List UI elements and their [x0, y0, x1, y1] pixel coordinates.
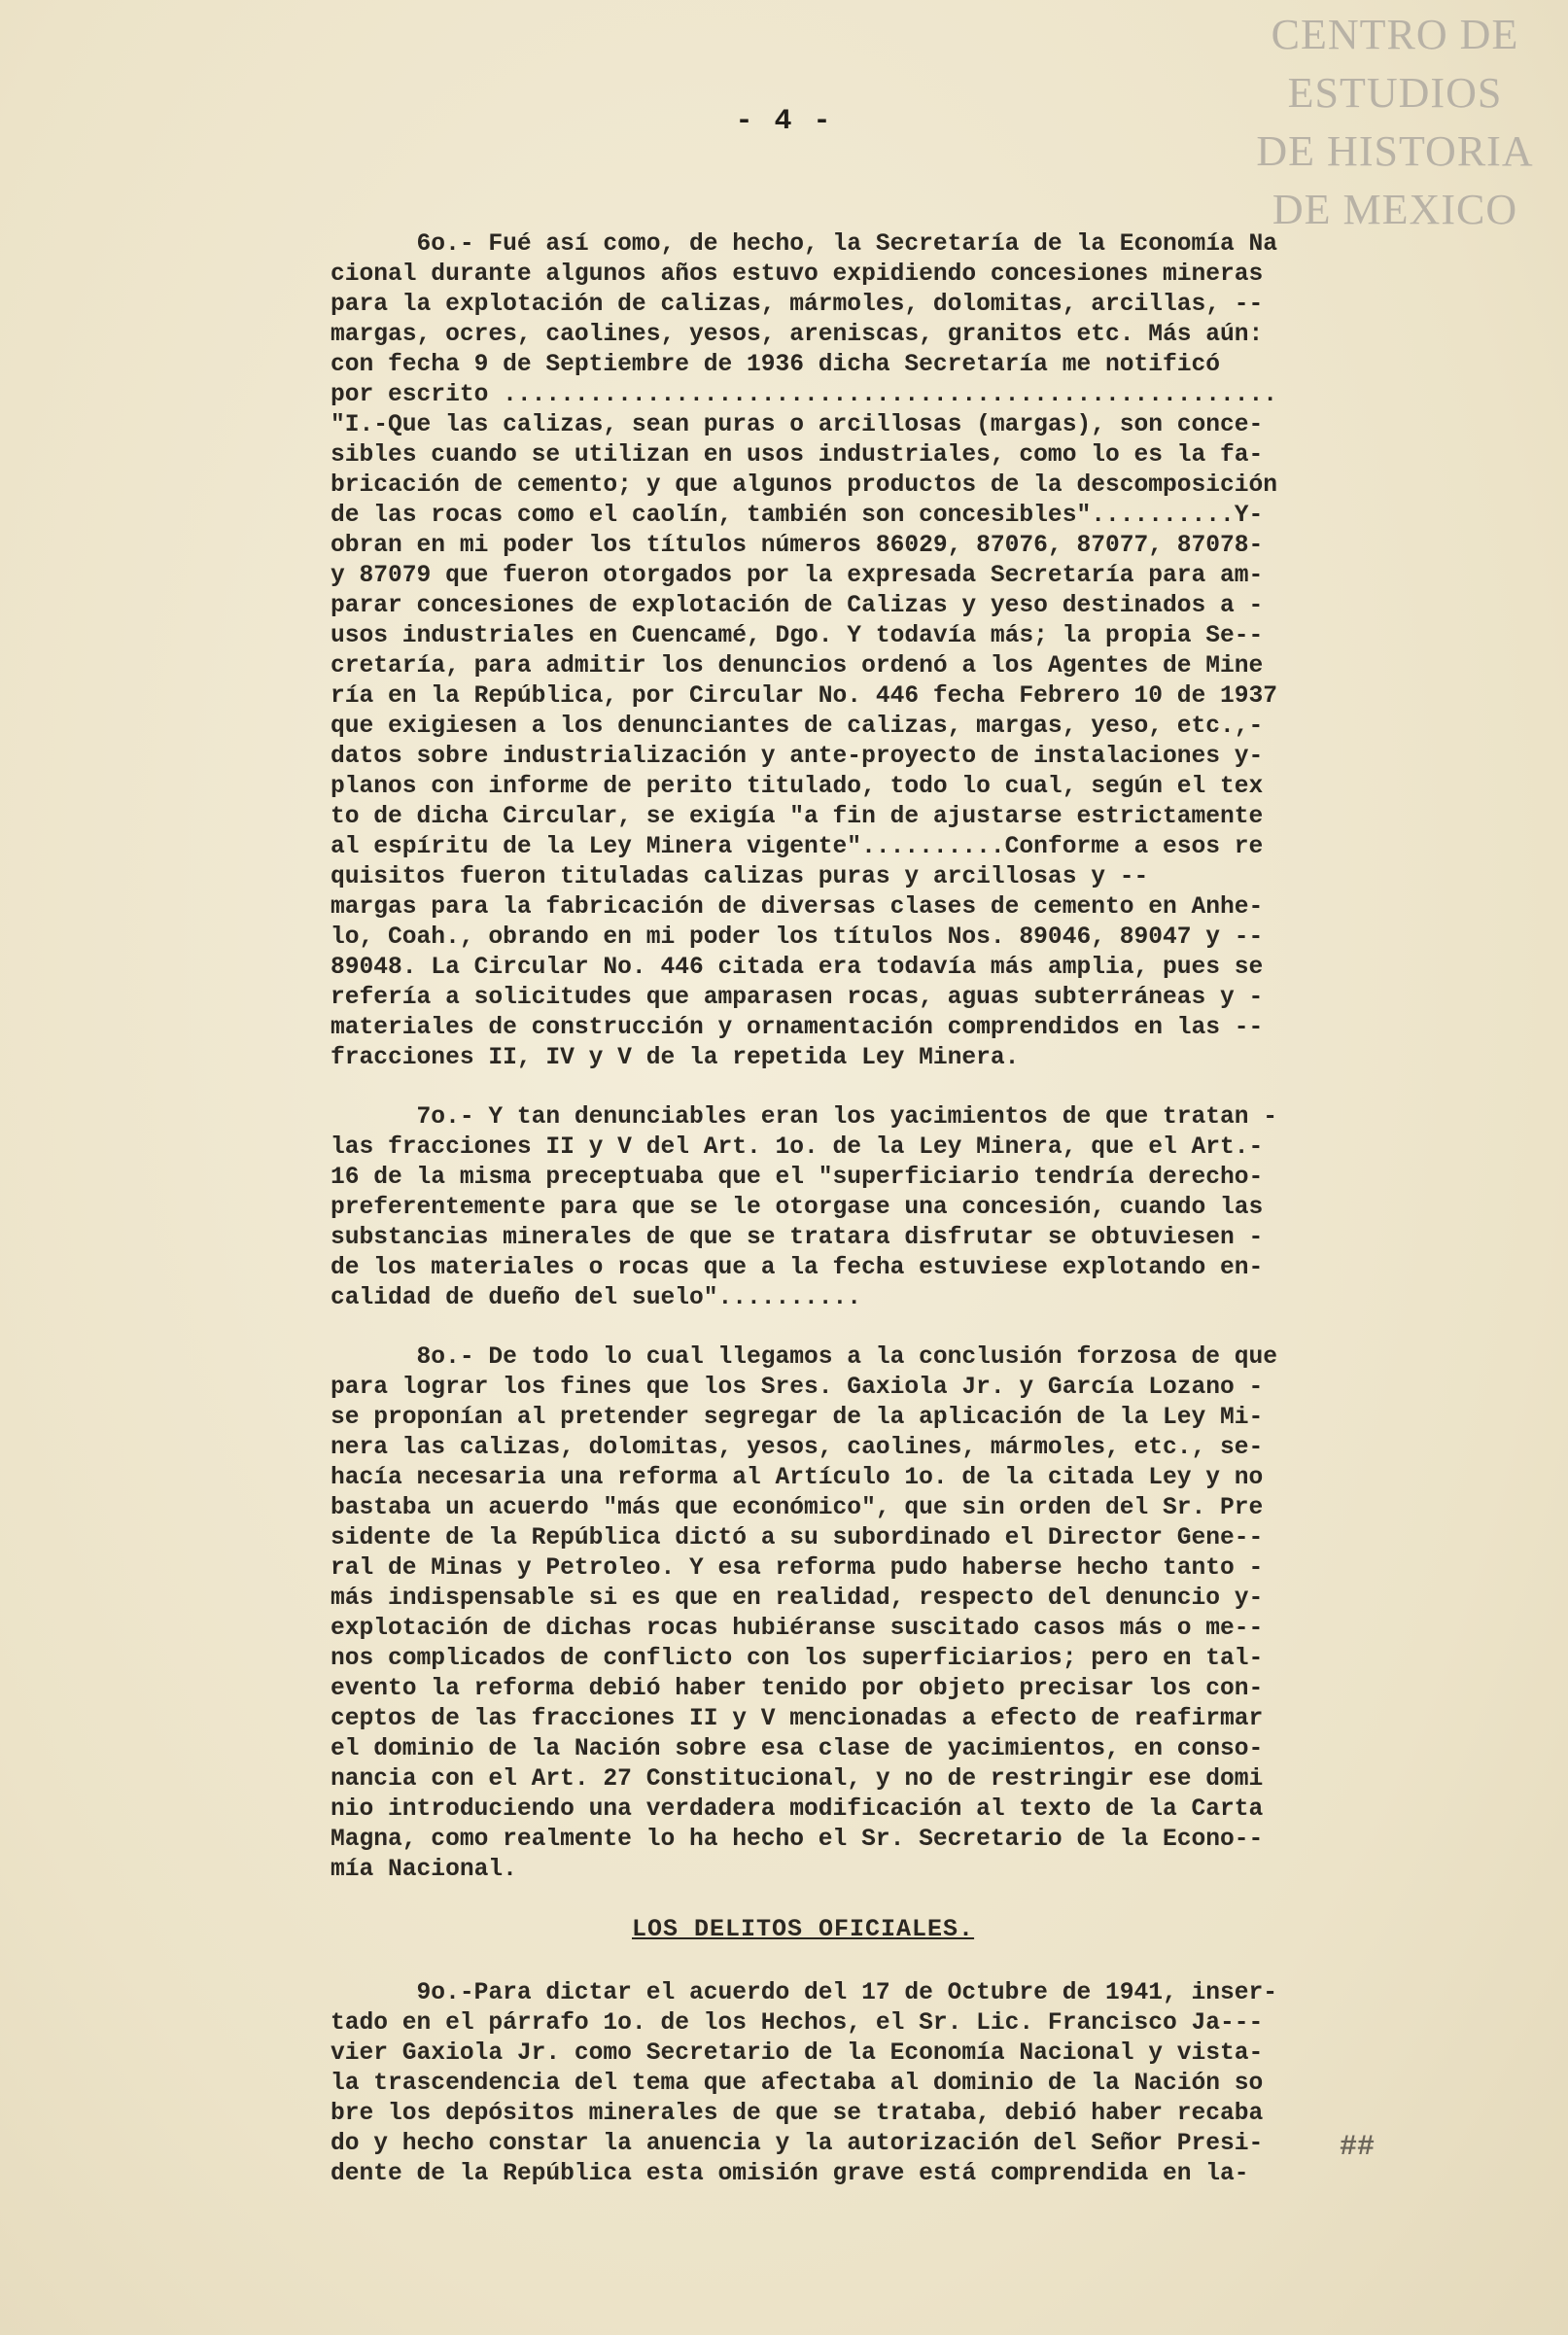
- text-line: por escrito ......................................................: [331, 382, 1278, 408]
- text-line: "I.-Que las calizas, sean puras o arcillosas (margas), son conce-: [331, 412, 1264, 438]
- text-line: y 87079 que fueron otorgados por la expresada Secretaría para am-: [331, 563, 1264, 589]
- text-line: para lograr los fines que los Sres. Gaxiola Jr. y García Lozano -: [331, 1375, 1264, 1401]
- text-line: hacía necesaria una reforma al Artículo 1o. de la citada Ley y no: [331, 1465, 1264, 1491]
- text-line: do y hecho constar la anuencia y la autorización del Señor Presi-: [331, 2131, 1264, 2157]
- text-line: vier Gaxiola Jr. como Secretario de la Economía Nacional y vista-: [331, 2040, 1264, 2067]
- page-number: - 4 -: [735, 105, 833, 138]
- paragraph-6: [331, 229, 1555, 1073]
- text-line: to de dicha Circular, se exigía "a fin de ajustarse estrictamente: [331, 804, 1264, 830]
- text-line: parar concesiones de explotación de Calizas y yeso destinados a -: [331, 593, 1264, 619]
- watermark-line: DE HISTORIA: [1256, 127, 1534, 175]
- text-line: la trascendencia del tema que afectaba al dominio de la Nación so: [331, 2071, 1264, 2097]
- text-line: de las rocas como el caolín, también son concesibles"..........Y-: [331, 503, 1264, 529]
- text-line: substancias minerales de que se tratara disfrutar se obtuviesen -: [331, 1225, 1264, 1251]
- text-line: 16 de la misma preceptuaba que el "superficiario tendría derecho-: [331, 1165, 1264, 1191]
- text-line: sibles cuando se utilizan en usos industriales, como lo es la fa-: [331, 442, 1264, 469]
- paragraph-7: [331, 1102, 1555, 1313]
- text-line: bricación de cemento; y que algunos productos de la descomposición: [331, 472, 1278, 499]
- text-line: dente de la República esta omisión grave está comprendida en la-: [331, 2161, 1249, 2187]
- text-line: Magna, como realmente lo ha hecho el Sr. Secretario de la Econo--: [331, 1827, 1264, 1853]
- footer-mark: ##: [1340, 2131, 1376, 2164]
- text-line: refería a solicitudes que amparasen rocas, aguas subterráneas y -: [331, 985, 1264, 1011]
- text-line: nera las calizas, dolomitas, yesos, caolines, mármoles, etc., se-: [331, 1435, 1264, 1461]
- text-line: 9o.-Para dictar el acuerdo del 17 de Octubre de 1941, inser-: [331, 1980, 1278, 2006]
- text-line: calidad de dueño del suelo"..........: [331, 1285, 862, 1311]
- text-line: para la explotación de calizas, mármoles, dolomitas, arcillas, --: [331, 292, 1264, 318]
- text-line: más indispensable si es que en realidad, respecto del denuncio y-: [331, 1586, 1264, 1612]
- text-line: margas, ocres, caolines, yesos, areniscas, granitos etc. Más aún:: [331, 322, 1264, 348]
- section-heading: LOS DELITOS OFICIALES.: [632, 1915, 975, 1943]
- text-line: nio introduciendo una verdadera modificación al texto de la Carta: [331, 1796, 1264, 1823]
- watermark-line: CENTRO DE: [1271, 11, 1519, 58]
- paragraph-8: [331, 1342, 1555, 1885]
- text-line: bre los depósitos minerales de que se trataba, debió haber recaba: [331, 2101, 1264, 2127]
- text-line: 6o.- Fué así como, de hecho, la Secretaría de la Economía Na: [331, 231, 1278, 258]
- text-line: ría en la República, por Circular No. 446 fecha Febrero 10 de 1937: [331, 683, 1278, 710]
- text-line: 7o.- Y tan denunciables eran los yacimientos de que tratan -: [331, 1104, 1278, 1131]
- text-line: quisitos fueron tituladas calizas puras y arcillosas y --: [331, 864, 1149, 890]
- text-line: bastaba un acuerdo "más que económico", que sin orden del Sr. Pre: [331, 1495, 1264, 1521]
- body-text: [331, 229, 1555, 2218]
- text-line: mía Nacional.: [331, 1857, 517, 1883]
- text-line: materiales de construcción y ornamentación comprendidos en las --: [331, 1015, 1264, 1041]
- text-line: lo, Coah., obrando en mi poder los títulos Nos. 89046, 89047 y --: [331, 924, 1264, 951]
- text-line: al espíritu de la Ley Minera vigente"..........Conforme a esos re: [331, 834, 1264, 860]
- text-line: cretaría, para admitir los denuncios ordenó a los Agentes de Mine: [331, 653, 1264, 680]
- text-line: que exigiesen a los denunciantes de calizas, margas, yeso, etc.,-: [331, 714, 1264, 740]
- text-line: se proponían al pretender segregar de la aplicación de la Ley Mi-: [331, 1405, 1264, 1431]
- text-line: planos con informe de perito titulado, todo lo cual, según el tex: [331, 774, 1264, 800]
- text-line: datos sobre industrialización y ante-proyecto de instalaciones y-: [331, 744, 1264, 770]
- watermark-line: DE MEXICO: [1272, 186, 1518, 233]
- text-line: preferentemente para que se le otorgase una concesión, cuando las: [331, 1195, 1264, 1221]
- text-line: el dominio de la Nación sobre esa clase de yacimientos, en conso-: [331, 1736, 1264, 1762]
- text-line: margas para la fabricación de diversas clases de cemento en Anhe-: [331, 894, 1264, 921]
- text-line: con fecha 9 de Septiembre de 1936 dicha Secretaría me notificó: [331, 352, 1221, 378]
- text-line: 8o.- De todo lo cual llegamos a la conclusión forzosa de que: [331, 1344, 1278, 1371]
- text-line: tado en el párrafo 1o. de los Hechos, el Sr. Lic. Francisco Ja---: [331, 2010, 1264, 2037]
- text-line: nos complicados de conflicto con los superficiarios; pero en tal-: [331, 1646, 1264, 1672]
- text-line: evento la reforma debió haber tenido por objeto precisar los con-: [331, 1676, 1264, 1702]
- text-line: fracciones II, IV y V de la repetida Ley Minera.: [331, 1045, 1020, 1071]
- text-line: usos industriales en Cuencamé, Dgo. Y todavía más; la propia Se--: [331, 623, 1264, 649]
- watermark-line: ESTUDIOS: [1287, 69, 1503, 117]
- text-line: cional durante algunos años estuvo expidiendo concesiones mineras: [331, 261, 1264, 288]
- text-line: de los materiales o rocas que a la fecha estuviese explotando en-: [331, 1255, 1264, 1281]
- text-line: sidente de la República dictó a su subordinado el Director Gene--: [331, 1525, 1264, 1551]
- text-line: explotación de dichas rocas hubiéranse suscitado casos más o me--: [331, 1616, 1264, 1642]
- text-line: 89048. La Circular No. 446 citada era todavía más amplia, pues se: [331, 955, 1264, 981]
- text-line: nancia con el Art. 27 Constitucional, y no de restringir ese domi: [331, 1766, 1264, 1793]
- text-line: ral de Minas y Petroleo. Y esa reforma pudo haberse hecho tanto -: [331, 1555, 1264, 1582]
- text-line: ceptos de las fracciones II y V mencionadas a efecto de reafirmar: [331, 1706, 1264, 1732]
- text-line: las fracciones II y V del Art. 1o. de la Ley Minera, que el Art.-: [331, 1134, 1264, 1161]
- text-line: obran en mi poder los títulos números 86029, 87076, 87077, 87078-: [331, 533, 1264, 559]
